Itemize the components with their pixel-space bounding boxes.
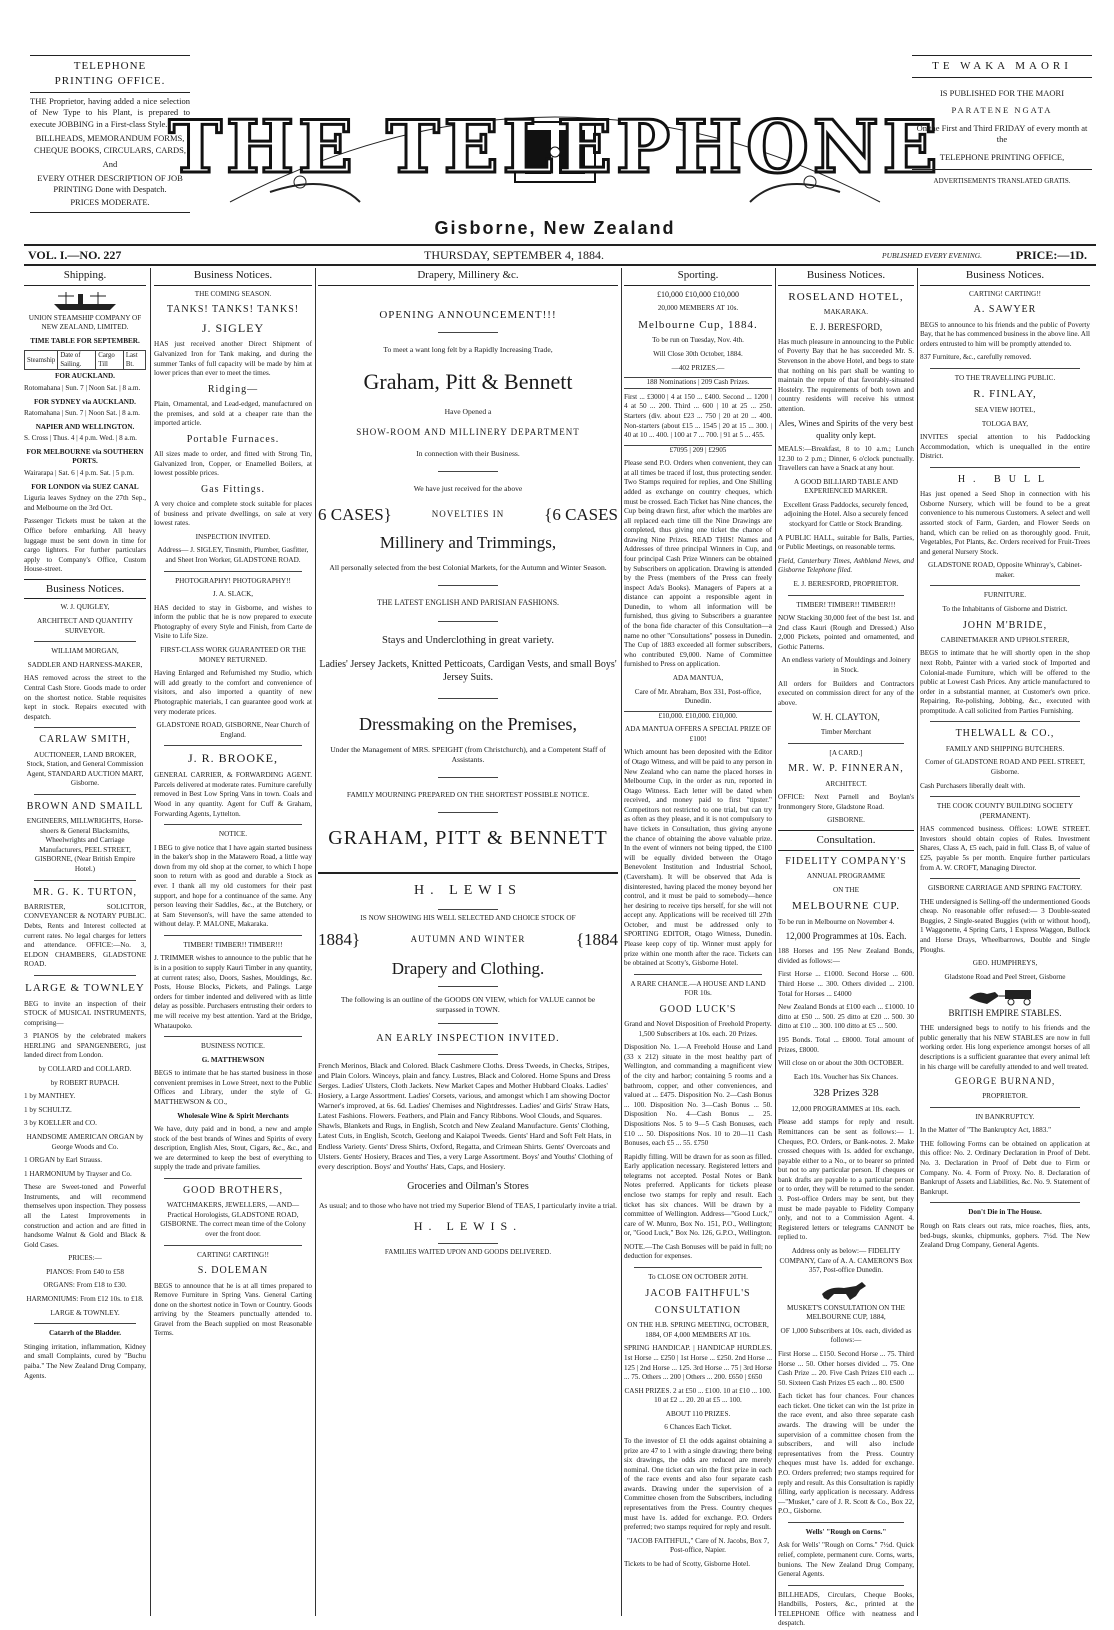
ad-line: 1 HARMONIUM by Trayser and Co. xyxy=(24,1169,132,1178)
ad-heading: A RARE CHANCE.—A HOUSE AND LAND FOR 10s. xyxy=(630,979,766,998)
ad-name: R. FINLAY, xyxy=(973,388,1037,401)
timetable-heading: TIME TABLE FOR SEPTEMBER. xyxy=(30,336,140,345)
ad-line: Corner of GLADSTONE ROAD AND PEEL STREET, Gisborne. xyxy=(925,758,1085,776)
dateline xyxy=(24,244,1096,266)
ad-name: GOOD BROTHERS, xyxy=(182,1185,284,1197)
ad-body: Which amount has been deposited with the Editor of Otago Witness, and will be paid to any person in New Zealand who can name the placed horses in Melbourne Cup, in the order as run, reported in Otago Witness. Each letter will be dated when received, and money paid to first "tipster." Competitors not restricted to one trial, but can try as often as they please, and it is not compulsory to have tickets in Consultation, thus giving anyone the chance of obtaining the above valuable prize. In the event of winners not being tipped, the £100 will be equally divided between the Otago Benevolent Institution and Industrial School, (Caversham). It will be observed that Ada is disinterested, having placed the money beyond her control, and it must be paid to somebody—hence her desiring to receive tips herself, for she will not accept any. Applications will be received till 27th October, and must be addressed only to SPORTING EDITOR, Otago Witness, Dunedin. Please keep copy of tip. Winner must apply for prize within one month after the race. Tickets can be obtained at Scotty's, Gisborne Hotel. xyxy=(624,748,772,968)
box-items: BILLHEADS, MEMORANDUM FORMS, CHEQUE BOOKS, CIRCULARS, CARDS, xyxy=(33,133,187,155)
racehorse-icon xyxy=(778,1280,914,1302)
ad-name: FIDELITY COMPANY'S xyxy=(785,855,907,867)
ad-heading: BRITISH EMPIRE STABLES. xyxy=(948,1008,1062,1019)
ad-body: Address only as below:— FIDELITY COMPANY, Care of A. A. CAMERON'S Box 357, Post-office Dunedin. xyxy=(779,1246,913,1275)
ad-line: —402 PRIZES.— xyxy=(671,363,725,372)
printing-office-box xyxy=(30,52,190,216)
notice-text: Passenger Tickets must be taken at the Office before embarking. All heavy luggage must be sent down in time for cargo lighters. For further particulars apply to Company's Office, Custom House-street. xyxy=(24,517,146,574)
column-business-notices xyxy=(154,268,312,1616)
ad-line: Each 10s. Voucher has Six Chances. xyxy=(793,1072,899,1081)
goods-list: French Merinos, Black and Colored. Black Cashmere Cloths. Dress Tweeds, in Checks, Stripes, and Plain Colors. Winceys, plain and fancy. Lustres, Black and Colored. Home Spuns and Dress Serges. Ladies' Ulsters, Cloth Jackets. New Market Capes and Mother Hubbard Cloaks. Ladies' Hosiery, a Large Assortment. Ladies' Corsets, various, and amongst which I am showing Doctor Warner's improved, at 6s. 6d. Ladies' Chemises and Nightdresses. Ladies' and Girls' Straw Hats, Latest Fashions. Flowers. Feathers, and Plain and Fancy Ribbons. Wool Clouds, and Squares. Shawls, Blankets and Rugs, in English, Scotch and New Zealand Manufacture. Gents' Clothing, Latest Cuts, in English, Scotch, Geelong and Kaiapoi Tweeds. Gents' Hard and Soft Felt Hats, in Endless Variety. Gents' Dress Shirts, Oxford, Regatta, and Crimean Shirts. Gents' Overcoats and Ulsters. Gents' Hosiery, Braces and Ties, a very Large Assortment. Boys' and Youths' Clothing of every description. Boys' and Youths' Hats, Caps, and Hosiery. xyxy=(318,1060,613,1171)
ad-line: Grand and Novel Disposition of Freehold Property. 1,500 Subscribers at 10s. each. 20 Prizes. xyxy=(624,1020,772,1038)
ad-name: JOHN M'BRIDE, xyxy=(962,619,1048,631)
ad-line: FAMILY AND SHIPPING BUTCHERS. xyxy=(945,744,1065,753)
ad-body: NOW Stacking 30,000 feet of the best 1st. and 2nd class Kauri (Rough and Dressed.) Also 2,000 Pickets, pointed and ornamented, and Gothic Patterns. xyxy=(778,614,914,651)
column-rule xyxy=(315,268,316,1616)
published-note: PUBLISHED EVERY EVENING. xyxy=(882,251,983,260)
ad-body: Excellent Grass Paddocks, securely fenced, adjoining the Hotel. Also a securely fenced stockyard for Cattle or Stock Branding. xyxy=(783,500,909,529)
box-prices: PRICES MODERATE. xyxy=(70,197,150,208)
ad-body: BEGS to intimate that he will shortly open in the shop next Robb, Painter with a varied stock of Imported and Colonial-made Furniture, which will be offered to the public at Lowest Cash Prices. Any article manufactured to order in a substantial manner, at Customer's own price. Repairing, Re-polishing, Jobbing, &c., executed with promptitude. A call solicited from Parties Furnishing. xyxy=(920,649,1090,715)
route-row: Ratomahana | Sun. 7 | Noon Sat. | 8 a.m. xyxy=(24,409,140,418)
ad-body: OFFICE: Next Parnell and Boylan's Ironmongery Store, Gladstone Road. xyxy=(778,793,914,811)
ad-body: 195 Bonds. Total ... £8000. Total amount of Prizes, £8000. xyxy=(778,1035,914,1054)
waka-maori-box xyxy=(912,52,1092,194)
timetable xyxy=(24,350,146,370)
ad-body: WATCHMAKERS, JEWELLERS, —AND— Practical Horologists, GLADSTONE ROAD, GISBORNE. The correct mean time of the Colony over the front door. xyxy=(160,1201,306,1239)
notice-text: Liguria leaves Sydney on the 27th Sep., and Melbourne on the 3rd Oct. xyxy=(24,494,146,512)
ad-name: J. A. SLACK, xyxy=(212,590,254,599)
section-heading: Business Notices. xyxy=(24,579,146,600)
ad-body: Has just opened a Seed Shop in connection with his Osborne Nursery, which will be found to be a great convenience to his numerous Customers. A select and well assorted stock of Farm, Garden, and Flower Seeds on hand, which can be relied on as thoroughly good. Fruit, Vegetables, Pot Plants, &c. Orders received for Fruit-Trees and general Nursery Stock. xyxy=(920,490,1090,556)
ad-line: 6 Chances Each Ticket. xyxy=(664,1423,732,1432)
ad-line: ON THE xyxy=(832,885,860,894)
ad-line: OF 1,000 Subscribers at 10s. each, divided as follows:— xyxy=(780,1326,912,1345)
ad-line: Under the Management of MRS. SPEIGHT (from Christchurch), and a Competent Staff of Assistants. xyxy=(330,745,606,765)
ad-body: Rough on Rats clears out rats, mice roaches, flies, ants, bed-bugs, skunks, chipmunks, gophers. 7½d. The New Zealand Drug Company, General Agents. xyxy=(920,1221,1090,1250)
ad-heading: PHOTOGRAPHY! PHOTOGRAPHY!! xyxy=(175,576,291,585)
route-row: S. Cross | Thus. 4 | 4 p.m. Wed. | 8 a.m. xyxy=(24,434,137,443)
box-every: EVERY OTHER DESCRIPTION OF JOB PRINTING Done with Despatch. xyxy=(37,172,183,194)
ad-name: E. J. BERESFORD, xyxy=(809,321,883,332)
ad-body: 3 PIANOS by the celebrated makers HERLING and SPANGENBERG, just landed direct from London. xyxy=(24,1032,146,1060)
section-heading: Sporting. xyxy=(624,268,772,286)
route-row: Wairarapa | Sat. 6 | 4 p.m. Sat. | 5 p.m. xyxy=(24,469,134,478)
ad-line: GISBORNE. xyxy=(827,816,865,825)
ad-heading: BUSINESS NOTICE. xyxy=(201,1042,265,1051)
ad-body: Plain, Ornamental, and Lead-edged, manufactured on the premises, and sold at a cheaper rate than the imported article. xyxy=(154,400,312,428)
ad-line: HARMONIUMS: From £12 10s. to £18. xyxy=(26,1295,144,1304)
ad-line: by ROBERT RUPACH. xyxy=(50,1078,120,1087)
ad-line: "JACOB FAITHFUL," Care of N. Jacobs, Box 7, Post-office, Napier. xyxy=(626,1536,770,1555)
ad-body: To the investor of £1 the odds against obtaining a prize are 47 to 1 with a single drawing; there being six drawings, the odds are reduced are merely nominal. One ticket can win the first prize in each of the race events and also four separate cash awards. Drawing under the supervision of a Committee chosen from the Subscribers, including representatives from the Press. Country cheques must have 1s. added for exchange. P.O. Orders preferred; two stamps required for reply and result. xyxy=(624,1437,772,1532)
ad-body: New Zealand Bonds at £100 each ... £1000. 10 ditto at £50 ... 500. 25 ditto at £20 ... 500. 30 ditto at £10 ... 300. 100 ditto at £5 ... 500. xyxy=(778,1003,914,1031)
column-rule xyxy=(917,268,918,1616)
ad-line: 1 by SCHULTZ. xyxy=(24,1105,72,1114)
ad-line: All personally selected from the best Colonial Markets, for the Autumn and Winter Season. xyxy=(329,563,607,573)
ad-line: TOLOGA BAY, xyxy=(981,419,1029,428)
ad-line: ABOUT 110 PRIZES. xyxy=(665,1409,731,1418)
ad-name: W. J. QUIGLEY, xyxy=(60,603,110,612)
column-drapery xyxy=(318,268,618,1616)
ad-body: Rapidly filling. Will be drawn for as soon as filled. Early application necessary. Registered letters and telegrams not accepted. Postal Notes or Bank Notes preferred. Applicants for tickets please enclose two stamps for reply and result. Each ticket has six chances. Will be drawn by a committee of Wellington. Address—"Good Luck," care of W. Munro, Box No. 151, P.O., Wellington; or, "Good Luck," Box No. 126, G.P.O., Wellington. xyxy=(624,1152,772,1238)
ad-name: BROWN AND SMAILL xyxy=(26,800,144,812)
price: PRICE:—1D. xyxy=(1016,248,1087,262)
ad-body: HAS commenced business. Offices: LOWE STREET. Investors should obtain copies of Rules. Investment Shares, Class A, £5 each, paid in full. Class B, of value of £25, payable 5s per month. Enquire further particulars from A. W. CROFT, Managing Director. xyxy=(920,825,1090,872)
ad-heading: FURNITURE. xyxy=(983,591,1027,600)
ad-name: A. SAWYER xyxy=(973,304,1037,316)
column-business-notices-2 xyxy=(920,268,1090,1616)
ad-heading: MUSKET'S CONSULTATION ON THE MELBOURNE CUP, 1884, xyxy=(787,1303,905,1322)
ad-name: MR. G. K. TURTON, xyxy=(32,886,138,898)
carriage-icon xyxy=(920,986,1090,1006)
prize-table-rows: First ... £3000 | 4 at 150 ... £400. Second ... 1200 | 4 at 50 ... 200. Third ... 600 | 10 at 25 ... 250. Starters (div. about £23 ... 750 | 20 at 20 ... 400. Non-starters (about £15 ... 1545 | 20 at 15 ... 300. | 40 at 10 ... 400. | 100 at 7 ... 700. | 91 at 5 ... 455. xyxy=(624,392,772,440)
ad-body: CASH PRIZES. 2 at £50 ... £100. 10 at £10 ... 100. 10 at £2 ... 20. 20 at £5 ... 100. xyxy=(624,1386,772,1405)
ad-body: BILLHEADS, Circulars, Cheque Books, Handbills, Posters, &c., printed at the TELEPHONE Office with neatness and despatch. xyxy=(778,1590,914,1628)
prize-table-total: £7095 | 209 | £2905 xyxy=(624,445,772,456)
title-block xyxy=(168,52,942,227)
ad-body: In the Matter of "The Bankruptcy Act, 1883." xyxy=(920,1126,1052,1135)
opening-announcement: OPENING ANNOUNCEMENT!!! xyxy=(379,308,557,321)
ad-name: ROSELAND HOTEL, xyxy=(788,290,904,303)
tt-col-head: Last Bt. xyxy=(123,351,145,370)
ad-name: JACOB FAITHFUL'S xyxy=(645,1287,751,1299)
tt-col-head: Date of Sailing. xyxy=(58,351,96,370)
millinery: Millinery and Trimmings, xyxy=(379,533,557,553)
column-rule xyxy=(621,268,622,1616)
column-shipping xyxy=(24,268,146,1616)
ad-line: THE COMING SEASON. xyxy=(194,289,272,298)
ad-body: Has much pleasure in announcing to the Public of Poverty Bay that he has succeeded Mr. S. Stevenson in the above Hotel, and begs to state that nothing on his part shall be wanting to maintain the repute of that favorably-situated Hostelry. The requirements of both town and country residents will receive his utmost attention. xyxy=(778,337,914,413)
ad-line: We have just received for the above xyxy=(413,483,523,493)
ad-name: H. BULL xyxy=(957,473,1053,485)
box-heading: TELEPHONE xyxy=(73,60,147,72)
ad-body: MEALS:—Breakfast, 8 to 10 a.m.; Lunch 12.30 to 2 p.m.; Dinner, 6 o'clock punctually. Travellers can have a Snack at any hour. xyxy=(778,445,914,473)
ad-line: 20,000 MEMBERS AT 10s. xyxy=(657,304,739,313)
ad-line: FIRST-CLASS WORK GUARANTEED OR THE MONEY RETURNED. xyxy=(160,646,306,664)
box-and: And xyxy=(102,159,118,170)
groceries: Groceries and Oilman's Stores xyxy=(407,1180,529,1192)
ad-subheading: Wholesale Wine & Spirit Merchants xyxy=(177,1111,289,1120)
ad-line: PIANOS: From £40 to £58 xyxy=(46,1267,124,1276)
masthead xyxy=(24,52,1096,242)
ad-line: 837 Furniture, &c., carefully removed. xyxy=(920,353,1032,362)
ad-body: Field, Canterbury Times, Ashbland News, and Gisborne Telephone filed. xyxy=(778,556,914,575)
ad-line: The following is an outline of the GOODS ON VIEW, which for VALUE cannot be surpassed in TOWN. xyxy=(340,995,596,1015)
ad-heading: TIMBER! TIMBER!! TIMBER!!! xyxy=(183,940,283,949)
ad-line: Cash Purchasers liberally dealt with. xyxy=(920,781,1026,790)
ad-body: A PUBLIC HALL, suitable for Balls, Parties, or Public Meetings, on reasonable terms. xyxy=(778,533,914,552)
ad-name: GEORGE BURNAND, xyxy=(954,1076,1056,1087)
ad-line: MAKARAKA. xyxy=(823,308,869,317)
ad-body: THE undersigned is Selling-off the undermentioned Goods cheap. No reasonable offer refused:— 3 Double-seated Buggies, 2 Single-seated Buggies (with or without hood), 1 Waggonette, 4 Spring Carts, 1 Express Waggon, Bullock and Horse Drays, Wheelbarrows, Double and Single Ploughs. xyxy=(920,897,1090,954)
issue-date: THURSDAY, SEPTEMBER 4, 1884. xyxy=(424,248,605,262)
waka-heading: TE WAKA MAORI xyxy=(932,60,1072,72)
ad-body: Please add stamps for reply and result. Remittances can be sent as follows:— 1. Cheques, P.O. Orders, or Bank-notes. 2. Make crossed cheques with 1s. added for exchange, payable either to a No., or to bearer so printed but not to any particular person. If cheques or bank drafts are payable to a particular person or to order, they will be returned to the sender. 3. Post-office Orders may be sent, but they must be made payable to Fidelity Company only, and not to a Commission Agent. 4. Registered letters or telegrams CANNOT be replied to. xyxy=(778,1118,914,1242)
ad-line: PROPRIETOR. xyxy=(982,1092,1028,1101)
ad-body: First Horse ... £1000. Second Horse ... 600. Third Horse ... 300. Others divided ... 2100. Total for Horses ... £4000 xyxy=(778,970,914,998)
usco-name: UNION STEAMSHIP COMPANY OF NEW ZEALAND, LIMITED. xyxy=(28,313,142,332)
ad-heading: CARTING! CARTING!! xyxy=(197,1250,269,1259)
ad-body: INVITES special attention to his Paddocking Accommodation, which is unequalled in the entire District. xyxy=(920,433,1090,461)
ad-line: by COLLARD and COLLARD. xyxy=(38,1065,132,1074)
showroom: SHOW-ROOM AND MILLINERY DEPARTMENT xyxy=(356,426,580,437)
ad-subheading: MELBOURNE CUP. xyxy=(791,900,901,913)
ad-line: PRICES:— xyxy=(68,1254,102,1263)
ad-body: THE undersigned begs to notify to his friends and the public generally that his NEW STABLES are now in full working order. His long experience amongst horses of all descriptions is a sufficient guarantee that every animal left in his charge will be carefully attended to and well treated. xyxy=(920,1024,1090,1071)
section-heading: Consultation. xyxy=(778,830,914,851)
season: AUTUMN AND WINTER xyxy=(410,934,526,945)
ad-body: All sizes made to order, and fitted with Strong Tin, Galvanized Iron, Copper, or Enamelled Boilers, at lowest possible prices. xyxy=(154,450,312,478)
cup-title: Melbourne Cup, 1884. xyxy=(638,318,758,331)
ad-line: A GOOD BILLIARD TABLE AND EXPERIENCED MARKER. xyxy=(794,477,898,496)
ad-line: HANDSOME AMERICAN ORGAN by George Woods and Co. xyxy=(26,1132,144,1151)
jersey: Ladies' Jersey Jackets, Knitted Petticoats, Cardigan Vests, and small Boys' Jersey Suits. xyxy=(319,658,617,684)
ad-line: As usual; and to those who have not tried my Superior Blend of TEAS, I particularly invite a trial. xyxy=(318,1201,618,1211)
ad-body: Please send P.O. Orders when convenient, they can at all times be traced if lost, thus protecting sender. Two Stamps required for replies, and One Shilling added as exchange on country cheques, which must be crossed. Each Ticket has Nine chances, the Cup being drawn first, after which the marbles are all replaced each time till the Nine Drawings are completed, thus giving one ticket the chance of drawing Nine Prizes. READ THIS! Names and Addresses of three principal Winners in Cup, and four principal Cash Prize Winners can be obtained by Subscribers on application. Drawing is attended by the Press (members of the Press can freely inspect Ada's Books). Managers of Papers at a distance can appoint a responsible agent in Dunedin, to whom all information will be furnished, thus giving to Subscribers a guarantee of the bona fide character of this Consultation—a name no other "Consultations" possess in Dunedin. The Cup of 1883 exceeded all former subscribers, who contributed £9,000. Name of Committee furnished to Press on application. xyxy=(624,459,772,669)
ad-body: First Horse ... £150. Second Horse ... 75. Third Horse ... 50. Other horses divided ... 75. One Cash Prize ... 20. Five Cash Prizes £10 each ... 50. Sixteen Cash Prizes £5 each ... 80. £500 xyxy=(778,1350,914,1387)
ad-name: GOOD LUCK'S xyxy=(659,1003,737,1015)
ad-trade: ARCHITECT AND QUANTITY SURVEYOR. xyxy=(36,617,134,635)
section-heading: Business Notices. xyxy=(154,268,312,286)
ad-line: ON THE H.B. SPRING MEETING, OCTOBER, 1884, OF 4,000 MEMBERS AT 10s. xyxy=(627,1321,769,1339)
ad-body: A very choice and complete stock suitable for places of business and private dwellings, on sale at very lowest rates. xyxy=(154,500,312,528)
section-heading: Business Notices. xyxy=(920,268,1090,286)
box-body: THE Proprietor, having added a nice selection of New Type to his Plant, is prepared to execute JOBBING in a First-class Style. xyxy=(30,95,190,129)
ad-body: We have, duty paid and in bond, a new and ample stock of the best brands of Wines and Spirits of every description, English Ales, Stout, Cigars, &c., &c., and we are determined to keep the best of everything to supply the trade and private families. xyxy=(154,1125,312,1172)
ad-body: HAS just received another Direct Shipment of Galvanized Iron for Tank making, and during the summer Tanks of full capacity will be made by him at lower prices than ever to meet the times. xyxy=(154,340,312,378)
ad-body: BEGS to announce that he is at all times prepared to Remove Furniture in Spring Vans. General Carting done on the shortest notice in Town or Country. Goods arriving by the Steamers punctually attended to. Gravel from the Beach supplied on most Reasonable Terms. xyxy=(154,1281,312,1338)
ad-name: CARLAW SMITH, xyxy=(39,734,131,746)
ad-line: Ales, Wines and Spirits of the very best quality only kept. xyxy=(778,418,914,440)
ad-line: An endless variety of Mouldings and Joinery in Stock. xyxy=(781,656,911,674)
prize-table-head: 188 Nominations | 209 Cash Prizes. xyxy=(624,377,772,389)
ad-line: 1 by MANTHEY. xyxy=(24,1092,76,1101)
ad-body: These are Sweet-toned and Powerful Instruments, and will recommend themselves upon inspection. They possess all the Latest Improvements in construction and action and are fitted in handsome Walnut & Gold and Black & Gold Cases. xyxy=(24,1183,146,1249)
ad-line: CABINETMAKER AND UPHOLSTERER, xyxy=(940,635,1070,644)
place-name: Gisborne, New Zealand xyxy=(434,218,676,238)
waka-line1: IS PUBLISHED FOR THE MAORI xyxy=(939,87,1065,98)
ad-line: Care of Mr. Abraham, Box 331, Post-office, Dunedin. xyxy=(634,687,762,706)
waka-line2: PARATENE NGATA xyxy=(951,105,1053,116)
box-subheading: PRINTING OFFICE. xyxy=(54,74,166,87)
ad-body: THE following Forms can be obtained on application at this office: No. 2. Ordinary Declaration in Proof of Debt. No. 3. Declaration in Proof of Debt due to Firm or Company. No. 4. Form of Proxy. No. 8. Declaration of Bankrupt of Assets and Liabilities, &c. No. 9. Statement of Bankrupt. xyxy=(920,1139,1090,1196)
firm-name: Graham, Pitt & Bennett xyxy=(363,369,573,395)
ad-body: GENERAL CARRIER, & FORWARDING AGENT. Parcels delivered at moderate rates. Furniture carefully removed in Best Low Spring Vans in town. Coals and Wood in any quantity. Agent for Cuff & Graham, Forwarding Agents, Lyttelton. xyxy=(154,771,312,818)
ad-heading: TANKS! TANKS! TANKS! xyxy=(166,304,300,316)
ad-name: WILLIAM MORGAN, xyxy=(51,647,119,656)
year-left: 1884} xyxy=(318,930,361,950)
ad-heading: NOTICE. xyxy=(218,830,248,839)
ad-name: Catarrh of the Bladder. xyxy=(48,1329,121,1338)
ad-body: Address— J. SIGLEY, Tinsmith, Plumber, Gasfitter, and Sheet Iron Worker, GLADSTONE ROAD. xyxy=(157,546,309,565)
section-heading: Shipping. xyxy=(24,268,146,286)
ad-body: All orders for Builders and Contractors executed on commission direct for any of the above. xyxy=(778,679,914,707)
ad-line: 12,000 PROGRAMMES at 10s. each. xyxy=(791,1104,901,1113)
ad-name: S. DOLEMAN xyxy=(197,1265,269,1277)
ad-line: Tickets to be had of Scotty, Gisborne Hotel. xyxy=(624,1559,751,1568)
ad-line: GLADSTONE ROAD, GISBORNE, Near Church of England. xyxy=(156,721,310,739)
paper-title: THE TELEPHONE xyxy=(168,104,942,189)
mourning: FAMILY MOURNING PREPARED ON THE SHORTEST POSSIBLE NOTICE. xyxy=(346,790,590,800)
ad-trade: SADDLER AND HARNESS-MAKER, xyxy=(27,660,143,669)
ad-heading: Don't Die in The House. xyxy=(968,1208,1042,1217)
ad-subheading: Portable Furnaces. xyxy=(186,433,280,445)
ad-name: LARGE & TOWNLEY xyxy=(25,981,145,994)
ad-line: To CLOSE ON OCTOBER 20TH. xyxy=(648,1273,748,1282)
novelties: NOVELTIES IN xyxy=(431,509,505,520)
prize-banner: £10,000 £10,000 £10,000 xyxy=(657,289,739,299)
route-heading: FOR LONDON via SUEZ CANAL xyxy=(31,482,139,491)
cases-line xyxy=(318,504,618,527)
ad-body: ENGINEERS, MILLWRIGHTS, Horse-shoers & General Blacksmiths, Wheelwrights and Carriage Manufacturers, PEEL STREET, GISBORNE, (Near British Empire Hotel.) xyxy=(26,817,144,874)
ad-heading: 328 Prizes 328 xyxy=(813,1087,879,1100)
ad-line: 1 ORGAN by Earl Strauss. xyxy=(24,1156,103,1165)
section-heading: Business Notices. xyxy=(778,268,914,286)
ad-body: I BEG to give notice that I have again started business in the baker's shop in the Matawero Road, a little way down from my old shop at the corner, to which I hope soon to return with as good and durable a Stock as ever. I thank all my old customers for their past support, and hope for a continuance of the same. Any person leaving their Saddles, &c., at the Butchery, or at Sam Stevenson's, will have the same attended to without delay. P. MALONE, Makaraka. xyxy=(154,843,312,929)
ad-body: BARRISTER, SOLICITOR, CONVEYANCER & NOTARY PUBLIC. Debts, Rents and Interest collected at current rates. No legal charges for letters and attendance. OFFICE:—No. 3, ELDON CHAMBERS, GLADSTONE ROAD. xyxy=(24,902,146,969)
ad-line: To be run in Melbourne on November 4. xyxy=(778,917,895,926)
ad-line: Gladstone Road and Peel Street, Gisborne xyxy=(944,972,1066,981)
ad-heading: IN BANKRUPTCY. xyxy=(975,1112,1035,1121)
ad-body: J. TRIMMER wishes to announce to the public that he is in a position to supply Kauri Timber in any quantity, at current rates; also, Doors, Sashes, Mouldings, &c. Posts, House Blocks, Pickets, and Palings. Large orders for timber indented and delivered with as little delay as possible. Purchasers entrusting their orders to me will receive my best attention. Yard at the Bridge, Whataupoko. xyxy=(154,954,312,1030)
cases-left: 6 CASES} xyxy=(318,504,392,524)
ad-line: INSPECTION INVITED. xyxy=(195,532,271,541)
ad-heading: TO THE TRAVELLING PUBLIC. xyxy=(954,373,1056,382)
ad-name: J. R. BROOKE, xyxy=(187,751,278,766)
waka-line4: TELEPHONE PRINTING OFFICE, xyxy=(939,151,1065,162)
volume-number: VOL. I.—NO. 227 xyxy=(28,248,122,262)
ad-line: To be run on Tuesday, Nov. 4th. xyxy=(652,336,744,345)
ad-line: 3 by KOELLER and CO. xyxy=(24,1119,97,1128)
ad-name: E. J. BERESFORD, PROPRIETOR. xyxy=(793,579,899,588)
ad-heading: TIMBER! TIMBER!! TIMBER!!! xyxy=(796,600,896,609)
firm-name-2: GRAHAM, PITT & BENNETT xyxy=(328,827,608,850)
ad-body: HAS removed across the street to the Central Cash Store. Goods made to order on the shortest notice. Stable requisites kept in stock. Repairs executed with despatch. xyxy=(24,674,146,721)
year-right: {1884 xyxy=(575,930,618,950)
ad-line: 12,000 Programmes at 10s. Each. xyxy=(785,931,907,942)
ad-body: Each ticket has four chances. Four chances each ticket. One ticket can win the 1st prize in the race event, and also three separate cash awards. The drawing will be under the supervision of a committee chosen from the subscribers, and will also include representatives from the Press. Country cheques must have 1s. added for exchange. P.O. Orders preferred; two stamps required for reply and result. As this Consultation is rapidly filling, early application is necessary. Address—"Musket," care of J. R. Scott & Co., Box 22, P.O., Gisborne. xyxy=(778,1392,914,1516)
ad-body: Stinging irritation, inflammation, Kidney and small Complaints, cured by "Buchu paiba." The New Zealand Drug Company, Agents. xyxy=(24,1342,146,1380)
ad-line: In connection with their Business. xyxy=(416,448,520,458)
families: FAMILIES WAITED UPON AND GOODS DELIVERED. xyxy=(384,1248,552,1257)
ad-line: NOTE.—The Cash Bonuses will be paid in full; no deduction for expenses. xyxy=(624,1242,772,1261)
ad-line: ORGANS: From £18 to £30. xyxy=(43,1281,127,1290)
ad-heading: GISBORNE CARRIAGE AND SPRING FACTORY. xyxy=(928,884,1082,893)
ad-subheading: Gas Fittings. xyxy=(200,483,266,495)
tt-col-head: Cargo Till xyxy=(96,351,124,370)
ad-line: To the Inhabitants of Gisborne and District. xyxy=(942,604,1068,613)
ad-name: W. H. CLAYTON, xyxy=(812,712,880,723)
column-sporting xyxy=(624,268,772,1616)
ad-body: AUCTIONEER, LAND BROKER, Stock, Station, and General Commission Agent, STANDARD AUCTION MART, Gisborne. xyxy=(26,750,144,788)
route-heading: NAPIER AND WELLINGTON. xyxy=(35,422,135,431)
ad-line: SEA VIEW HOTEL, xyxy=(974,406,1036,415)
ad-body: HAS decided to stay in Gisborne, and wishes to inform the public that he is now prepared to execute Photography of every Style and Finish, from Carte de Visite to Life Size. xyxy=(154,603,312,641)
column-notices-consultation xyxy=(778,268,914,1628)
ad-line: [A CARD.] xyxy=(829,748,863,757)
ad-body: SPRING HANDICAP. | HANDICAP HURDLES. 1st Horse ... £250 | 1st Horse ... £250. 2nd Horse ... 125 | 2nd Horse ... 125. 3rd Horse ... 75 | 3rd Horse ... 75. Others ... 200 | Others ... 200. £650 | £650 xyxy=(624,1344,772,1382)
column-rule xyxy=(775,268,776,1616)
ad-subheading: Ridging— xyxy=(207,383,259,395)
ad-line: ANNUAL PROGRAMME xyxy=(806,871,886,880)
stays: Stays and Underclothing in great variety. xyxy=(382,634,554,646)
ad-line: 188 Horses and 195 New Zealand Bonds, divided as follows:— xyxy=(778,947,914,965)
title-ornament xyxy=(168,52,942,217)
column-rule xyxy=(150,268,151,1616)
ad-heading: Wells' "Rough on Corns." xyxy=(805,1527,887,1536)
ad-line: Will close on or about the 30th OCTOBER. xyxy=(778,1059,904,1068)
ad-name: G. MATTHEWSON xyxy=(201,1055,265,1064)
route-heading: FOR MELBOURNE via SOUTHERN PORTS. xyxy=(26,447,144,466)
lewis-name-2: H. LEWIS. xyxy=(413,1219,523,1234)
ad-heading: CARTING! CARTING!! xyxy=(969,289,1041,298)
steamship-icon xyxy=(24,290,146,312)
ad-line: To meet a want long felt by a Rapidly Increasing Trade, xyxy=(383,345,553,355)
ad-line: Timber Merchant xyxy=(820,728,872,737)
section-heading: Drapery, Millinery &c. xyxy=(318,268,618,286)
ad-subheading: CONSULTATION xyxy=(654,1304,742,1316)
season-line xyxy=(318,929,618,952)
ad-name: MR. W. P. FINNERAN, xyxy=(788,763,904,775)
ad-line: Have Opened a xyxy=(444,406,492,416)
route-row: Rotomahana | Sun. 7 | Noon Sat. | 8 a.m. xyxy=(24,384,141,392)
ad-name: GEO. HUMPHREYS, xyxy=(972,959,1038,968)
ad-line: ARCHITECT. xyxy=(825,779,867,788)
latest: THE LATEST ENGLISH AND PARISIAN FASHIONS. xyxy=(376,598,560,608)
lewis-name: H. LEWIS xyxy=(414,882,522,898)
ad-line: IS NOW SHOWING HIS WELL SELECTED AND CHOICE STOCK OF xyxy=(360,913,576,922)
newspaper-page xyxy=(24,0,1096,1630)
cases-right: {6 CASES xyxy=(544,504,618,524)
waka-line5: ADVERTISEMENTS TRANSLATED GRATIS. xyxy=(933,177,1071,186)
ad-body: BEGS to intimate that he has started business in those convenient premises in Lowe Street, next to the Public Offices and Library, under the style of G. MATTHEWSON & CO., xyxy=(154,1069,312,1106)
tt-col-head: Steamship xyxy=(25,351,58,370)
ad-body: BEG to invite an inspection of their STOCK of MUSICAL INSTRUMENTS, comprising— xyxy=(24,999,146,1027)
ad-body: Disposition No. 1.—A Freehold House and Land (33 x 212) situate in the most healthy part of Wellington, and commanding a magnificent view of the city and harbor; containing 5 rooms and a bathroom, copper, and other conveniences, and valued at ... £475. Disposition No. 2—Cash Bonus ... 100. Disposition No. 3—Cash Bonus ... 50. Disposition No. 4—Cash Bonus ... 25. Dispositions Nos. 5 to 9—5 Cash Bonuses, each £10 ... 50. Dispositions Nos. 10 to 20—11 Cash Bonuses, each £5 ... 55. £750 xyxy=(624,1043,772,1148)
ad-body: Ask for Wells' "Rough on Corns." 7½d. Quick relief, complete, permanent cure. Corns, warts, bunions. The New Zealand Drug Company, General Agents. xyxy=(778,1541,914,1579)
ad-heading: THE COOK COUNTY BUILDING SOCIETY (PERMANENT). xyxy=(936,802,1074,820)
ad-name: J. SIGLEY xyxy=(201,320,265,335)
ad-name: ADA MANTUA, xyxy=(672,673,724,682)
drapery: Drapery and Clothing. xyxy=(391,958,545,978)
early-inspection: AN EARLY INSPECTION INVITED. xyxy=(376,1033,560,1045)
ad-name: LARGE & TOWNLEY. xyxy=(50,1308,120,1317)
ad-heading: ADA MANTUA OFFERS A SPECIAL PRIZE OF £100! xyxy=(625,725,771,743)
route-heading: FOR SYDNEY via AUCKLAND. xyxy=(34,397,136,406)
waka-line3: On the First and Third FRIDAY of every month at the xyxy=(916,122,1088,145)
route-heading: FOR AUCKLAND. xyxy=(55,372,115,381)
ad-line: GLADSTONE ROAD, Opposite Whinray's, Cabinet-maker. xyxy=(928,561,1082,579)
prize-banner: £10,000. £10,000. £10,000. xyxy=(624,711,772,722)
ad-name: THELWALL & CO., xyxy=(955,728,1055,740)
ad-body: Having Enlarged and Refurnished my Studio, which will add greatly to the comfort and convenience of visitors, and also imported a quantity of new Photographic materials, I can guarantee good work at very moderate prices. xyxy=(154,669,312,716)
ad-body: BEGS to announce to his friends and the public of Poverty Bay, that he has commenced business in the above line. All orders entrusted to him will be promptly attended to. xyxy=(920,320,1090,348)
ad-line: Will Close 30th October, 1884. xyxy=(653,350,743,359)
dressmaking: Dressmaking on the Premises, xyxy=(359,714,577,735)
